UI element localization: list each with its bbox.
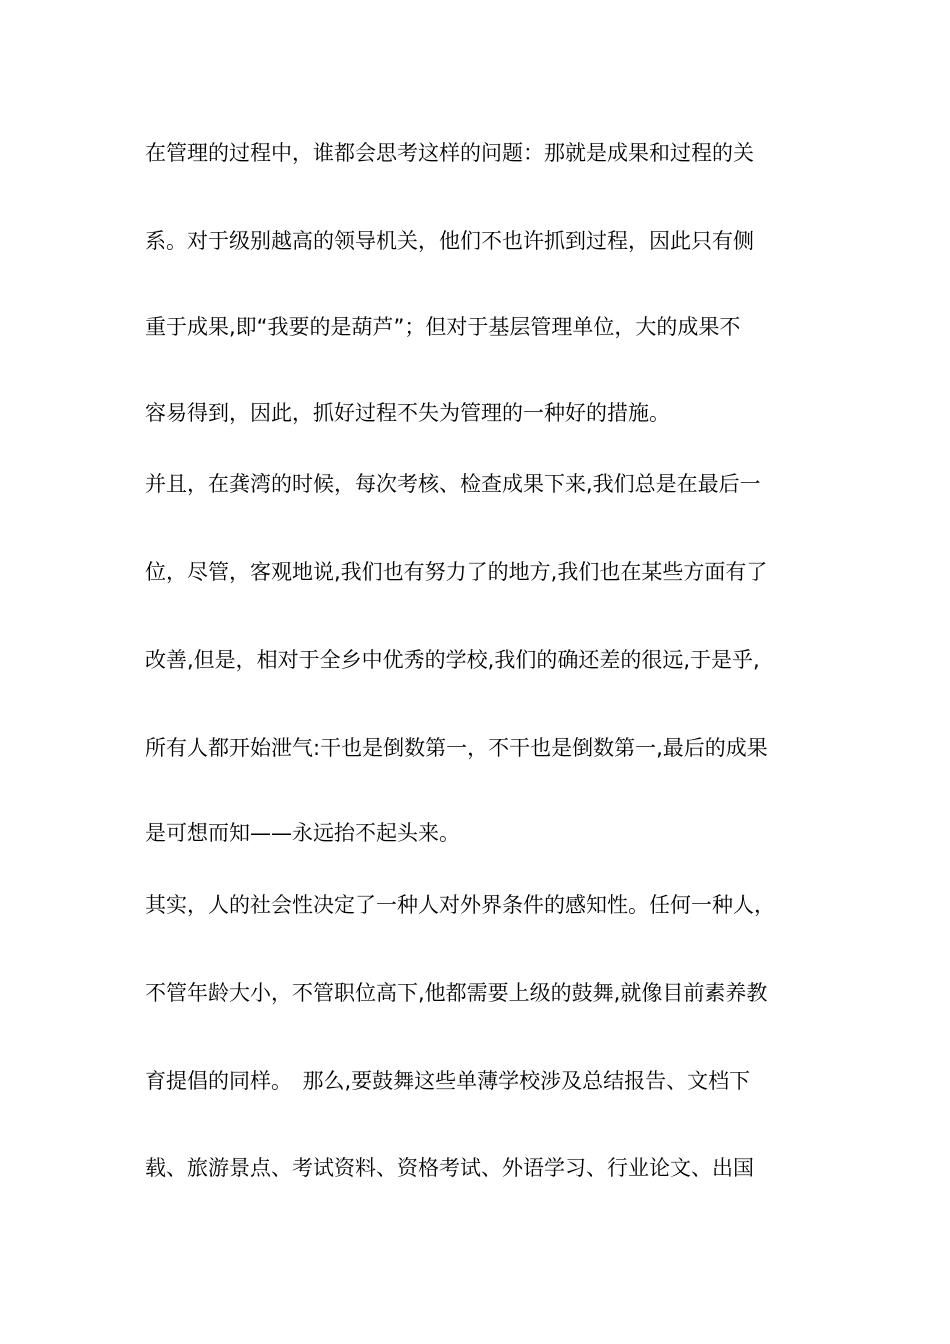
paragraph-line-12: 育提倡的同样。 那么,要鼓舞这些单薄学校涉及总结报告、文档下 [145,1069,751,1093]
paragraph-line-1: 在管理的过程中，谁都会思考这样的问题：那就是成果和过程的关 [145,141,754,165]
paragraph-line-6: 位，尽管，客观地说,我们也有努力了的地方,我们也在某些方面有了 [145,560,768,584]
paragraph-line-13: 载、旅游景点、考试资料、资格考试、外语学习、行业论文、出国 [145,1156,754,1180]
paragraph-line-11: 不管年龄大小，不管职位高下,他都需要上级的鼓舞,就像目前素养教 [145,981,768,1005]
paragraph-line-3: 重于成果,即“我要的是葫芦”；但对于基层管理单位，大的成果不 [145,315,741,339]
paragraph-line-7: 改善,但是，相对于全乡中优秀的学校,我们的确还差的很远,于是乎, [145,648,760,672]
paragraph-line-10: 其实，人的社会性决定了一种人对外界条件的感知性。任何一种人， [145,893,775,917]
paragraph-line-9: 是可想而知——永远抬不起头来。 [145,821,460,845]
paragraph-line-4: 容易得到，因此，抓好过程不失为管理的一种好的措施。 [145,401,670,425]
paragraph-line-5: 并且，在龚湾的时候，每次考核、检查成果下来,我们总是在最后一 [145,472,761,496]
paragraph-line-2: 系。对于级别越高的领导机关，他们不也许抓到过程，因此只有侧 [145,229,754,253]
paragraph-line-8: 所有人都开始泄气:干也是倒数第一，不干也是倒数第一,最后的成果 [145,736,768,760]
